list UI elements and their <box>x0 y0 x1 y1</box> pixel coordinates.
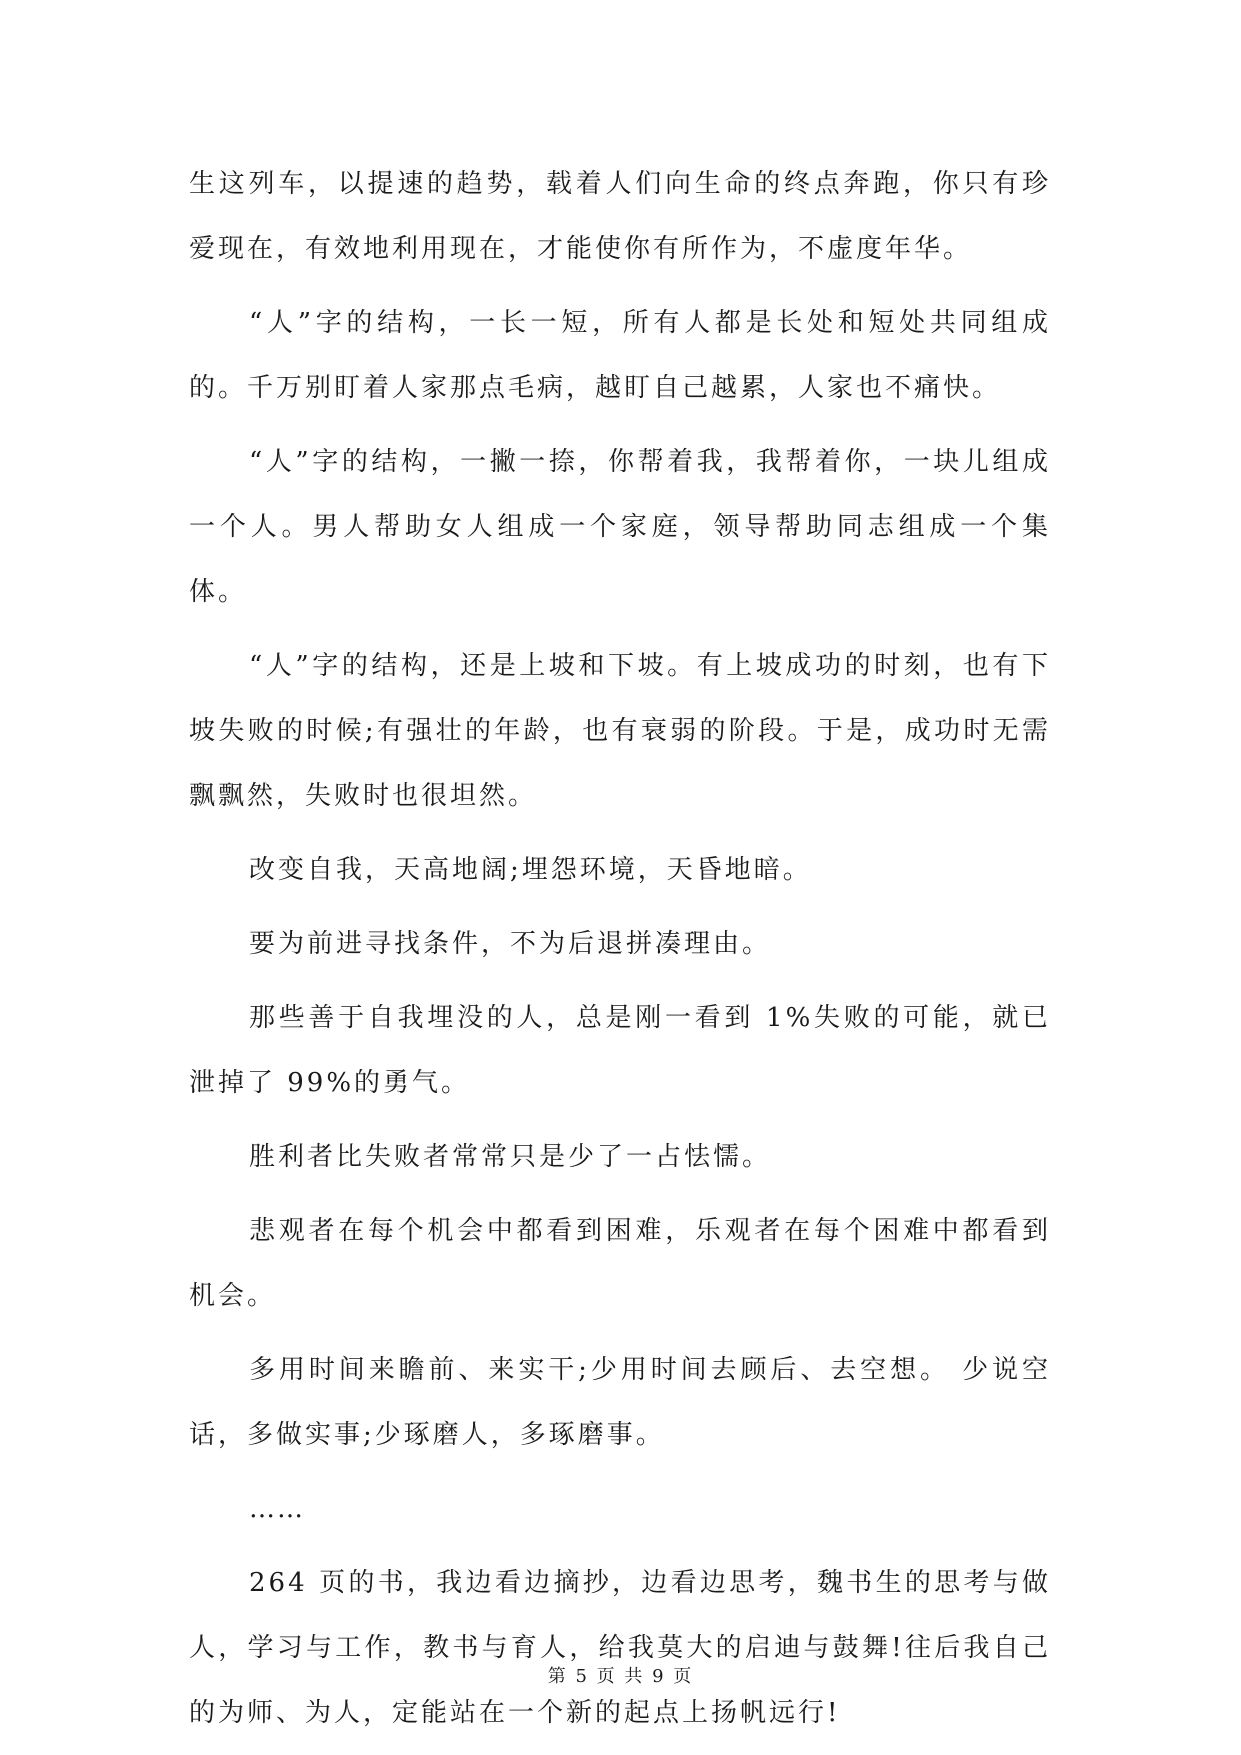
paragraph-10: 多用时间来瞻前、来实干;少用时间去顾后、去空想。 少说空话，多做实事;少琢磨人，多琢磨事。 <box>189 1355 1051 1450</box>
paragraph-4: “人”字的结构，还是上坡和下坡。有上坡成功的时刻，也有下坡失败的时候;有强壮的年龄，也有衰弱的阶段。于是，成功时无需飘飘然，失败时也很坦然。 <box>189 651 1051 811</box>
paragraph-7: 那些善于自我埋没的人，总是刚一看到 1%失败的可能，就已泄掉了 99%的勇气。 <box>189 1003 1051 1098</box>
paragraph-3: “人”字的结构，一撇一捺，你帮着我，我帮着你，一块儿组成一个人。男人帮助女人组成一个家庭，领导帮助同志组成一个集体。 <box>189 447 1051 607</box>
document-body <box>189 152 1051 1755</box>
paragraph-1: 生这列车，以提速的趋势，载着人们向生命的终点奔跑，你只有珍爱现在，有效地利用现在，才能使你有所作为，不虚度年华。 <box>189 169 1051 264</box>
paragraph-5: 改变自我，天高地阔;埋怨环境，天昏地暗。 <box>249 855 812 885</box>
ellipsis-line: …… <box>249 1494 305 1524</box>
paragraph-11: 264 页的书，我边看边摘抄，边看边思考，魏书生的思考与做人，学习与工作，教书与育人，给我莫大的启迪与鼓舞!往后我自己的为师、为人，定能站在一个新的起点上扬帆远行! <box>189 1568 1051 1728</box>
paragraph-6: 要为前进寻找条件，不为后退拼凑理由。 <box>249 929 772 959</box>
paragraph-2: “人”字的结构，一长一短，所有人都是长处和短处共同组成的。千万别盯着人家那点毛病，越盯自己越累，人家也不痛快。 <box>189 308 1051 403</box>
paragraph-9: 悲观者在每个机会中都看到困难，乐观者在每个困难中都看到机会。 <box>189 1216 1051 1311</box>
page-number-footer: 第 5 页 共 9 页 <box>547 1666 694 1687</box>
paragraph-8: 胜利者比失败者常常只是少了一占怯懦。 <box>249 1142 772 1172</box>
